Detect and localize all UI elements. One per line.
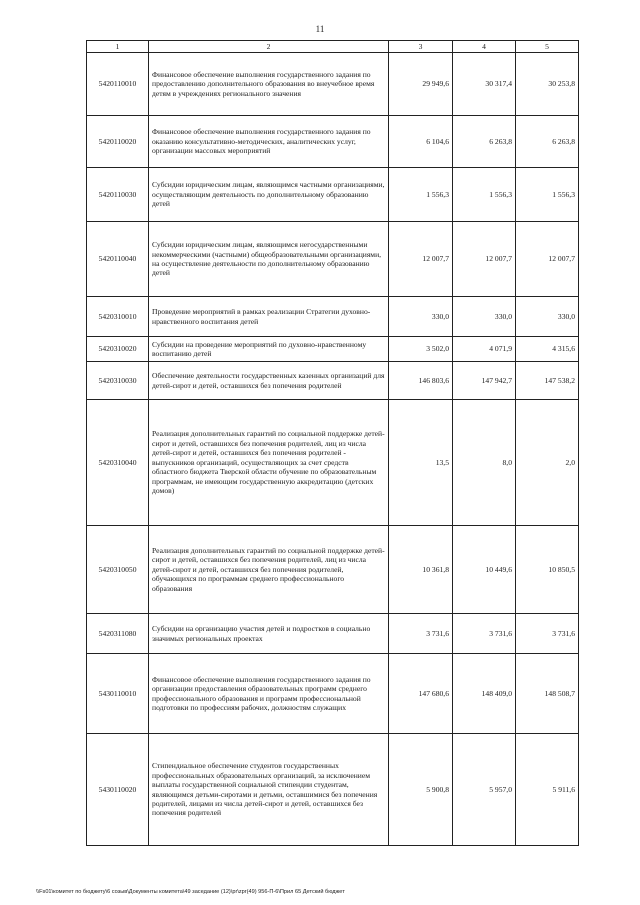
row-value-col4: 6 263,8: [453, 116, 516, 168]
row-value-col3: 330,0: [389, 297, 453, 337]
column-header: 2: [149, 41, 389, 53]
footer-file-path: \\Fs01\комитет по бюджету\6 созыв\Документы комитета\49 заседание (12)\pr\zpr(49) 956-П-6\Прил 65 Детский бюджет: [36, 889, 345, 895]
table-row: [87, 337, 579, 362]
row-code: 5420310040: [87, 400, 149, 526]
row-description: Стипендиальное обеспечение студентов государственных профессиональных образовательных организаций, за исключением выплаты государственной социальной стипендии студентам, являющимся детьми-сиротами и детьми, оставшимися без попечения родителей, лицами из числа детей-сирот и детей, оставшихся без попечения родителей: [149, 734, 389, 846]
row-value-col3: 13,5: [389, 400, 453, 526]
table-row: [87, 116, 579, 168]
table-header-row: [87, 41, 579, 53]
row-value-col5: 10 850,5: [516, 526, 579, 614]
row-value-col3: 147 680,6: [389, 654, 453, 734]
row-code: 5420310050: [87, 526, 149, 614]
row-value-col4: 147 942,7: [453, 362, 516, 400]
page-number: 11: [315, 24, 325, 34]
table-row: [87, 53, 579, 116]
row-code: 5420310030: [87, 362, 149, 400]
column-header: 5: [516, 41, 579, 53]
row-value-col3: 5 900,8: [389, 734, 453, 846]
table-row: [87, 362, 579, 400]
row-code: 5420310010: [87, 297, 149, 337]
row-value-col5: 2,0: [516, 400, 579, 526]
row-value-col3: 29 949,6: [389, 53, 453, 116]
row-value-col3: 10 361,8: [389, 526, 453, 614]
row-value-col5: 148 508,7: [516, 654, 579, 734]
row-value-col5: 6 263,8: [516, 116, 579, 168]
row-value-col4: 10 449,6: [453, 526, 516, 614]
row-description: Финансовое обеспечение выполнения государственного задания по предоставлению дополнительного образования во внеучебное время детям в учреждениях регионального значения: [149, 53, 389, 116]
row-description: Субсидии юридическим лицам, являющимся частными организациями, осуществляющим деятельность по дополнительному образованию детей: [149, 168, 389, 222]
row-description: Финансовое обеспечение выполнения государственного задания по оказанию консультативно-методических, аналитических услуг, организации массовых мероприятий: [149, 116, 389, 168]
row-value-col5: 12 007,7: [516, 222, 579, 297]
column-header: 1: [87, 41, 149, 53]
table-row: [87, 614, 579, 654]
row-value-col5: 4 315,6: [516, 337, 579, 362]
row-code: 5420110010: [87, 53, 149, 116]
row-description: Обеспечение деятельности государственных казенных организаций для детей-сирот и детей, оставшихся без попечения родителей: [149, 362, 389, 400]
row-description: Субсидии юридическим лицам, являющимся негосударственными некоммерческими (частными) общеобразовательными организациями, на осуществление деятельности по дополнительному образованию детей: [149, 222, 389, 297]
column-header: 4: [453, 41, 516, 53]
row-value-col3: 146 803,6: [389, 362, 453, 400]
row-value-col4: 1 556,3: [453, 168, 516, 222]
row-description: Реализация дополнительных гарантий по социальной поддержке детей-сирот и детей, оставшихся без попечения родителей, лиц из числа детей-сирот и детей, оставшихся без попечения родителей, обучающихся по программам среднего профессионального образования: [149, 526, 389, 614]
row-value-col3: 1 556,3: [389, 168, 453, 222]
table-row: [87, 734, 579, 846]
row-code: 5420110040: [87, 222, 149, 297]
row-value-col5: 5 911,6: [516, 734, 579, 846]
row-code: 5420310020: [87, 337, 149, 362]
row-value-col4: 12 007,7: [453, 222, 516, 297]
table-row: [87, 526, 579, 614]
row-value-col3: 3 502,0: [389, 337, 453, 362]
budget-table: [86, 40, 579, 846]
row-description: Субсидии на организацию участия детей и подростков в социально значимых региональных проектах: [149, 614, 389, 654]
row-value-col4: 5 957,0: [453, 734, 516, 846]
table-row: [87, 654, 579, 734]
row-description: Субсидии на проведение мероприятий по духовно-нравственному воспитанию детей: [149, 337, 389, 362]
row-description: Реализация дополнительных гарантий по социальной поддержке детей-сирот и детей, оставшихся без попечения родителей, лиц из числа детей-сирот и детей, оставшихся без попечения родителей - выпускников организаций, осуществляющих за счет средств областного бюджета Тверской области обучение по образовательным программам, не имеющим государственную аккредитацию (детских домов): [149, 400, 389, 526]
row-code: 5420110030: [87, 168, 149, 222]
row-description: Проведение мероприятий в рамках реализации Стратегии духовно-нравственного воспитания детей: [149, 297, 389, 337]
row-code: 5430110010: [87, 654, 149, 734]
row-code: 5430110020: [87, 734, 149, 846]
table-row: [87, 297, 579, 337]
row-value-col5: 30 253,8: [516, 53, 579, 116]
row-value-col4: 4 071,9: [453, 337, 516, 362]
row-description: Финансовое обеспечение выполнения государственного задания по организации предоставления образовательных программ среднего профессионального образования и программ профессиональной подготовки по профессиям рабочих, должностям служащих: [149, 654, 389, 734]
row-value-col5: 1 556,3: [516, 168, 579, 222]
row-code: 5420110020: [87, 116, 149, 168]
row-value-col5: 330,0: [516, 297, 579, 337]
table-row: [87, 168, 579, 222]
table-row: [87, 222, 579, 297]
row-value-col3: 12 007,7: [389, 222, 453, 297]
row-code: 5420311080: [87, 614, 149, 654]
row-value-col5: 147 538,2: [516, 362, 579, 400]
row-value-col3: 6 104,6: [389, 116, 453, 168]
row-value-col3: 3 731,6: [389, 614, 453, 654]
row-value-col4: 148 409,0: [453, 654, 516, 734]
row-value-col4: 30 317,4: [453, 53, 516, 116]
row-value-col4: 8,0: [453, 400, 516, 526]
row-value-col4: 3 731,6: [453, 614, 516, 654]
table-row: [87, 400, 579, 526]
row-value-col4: 330,0: [453, 297, 516, 337]
row-value-col5: 3 731,6: [516, 614, 579, 654]
column-header: 3: [389, 41, 453, 53]
